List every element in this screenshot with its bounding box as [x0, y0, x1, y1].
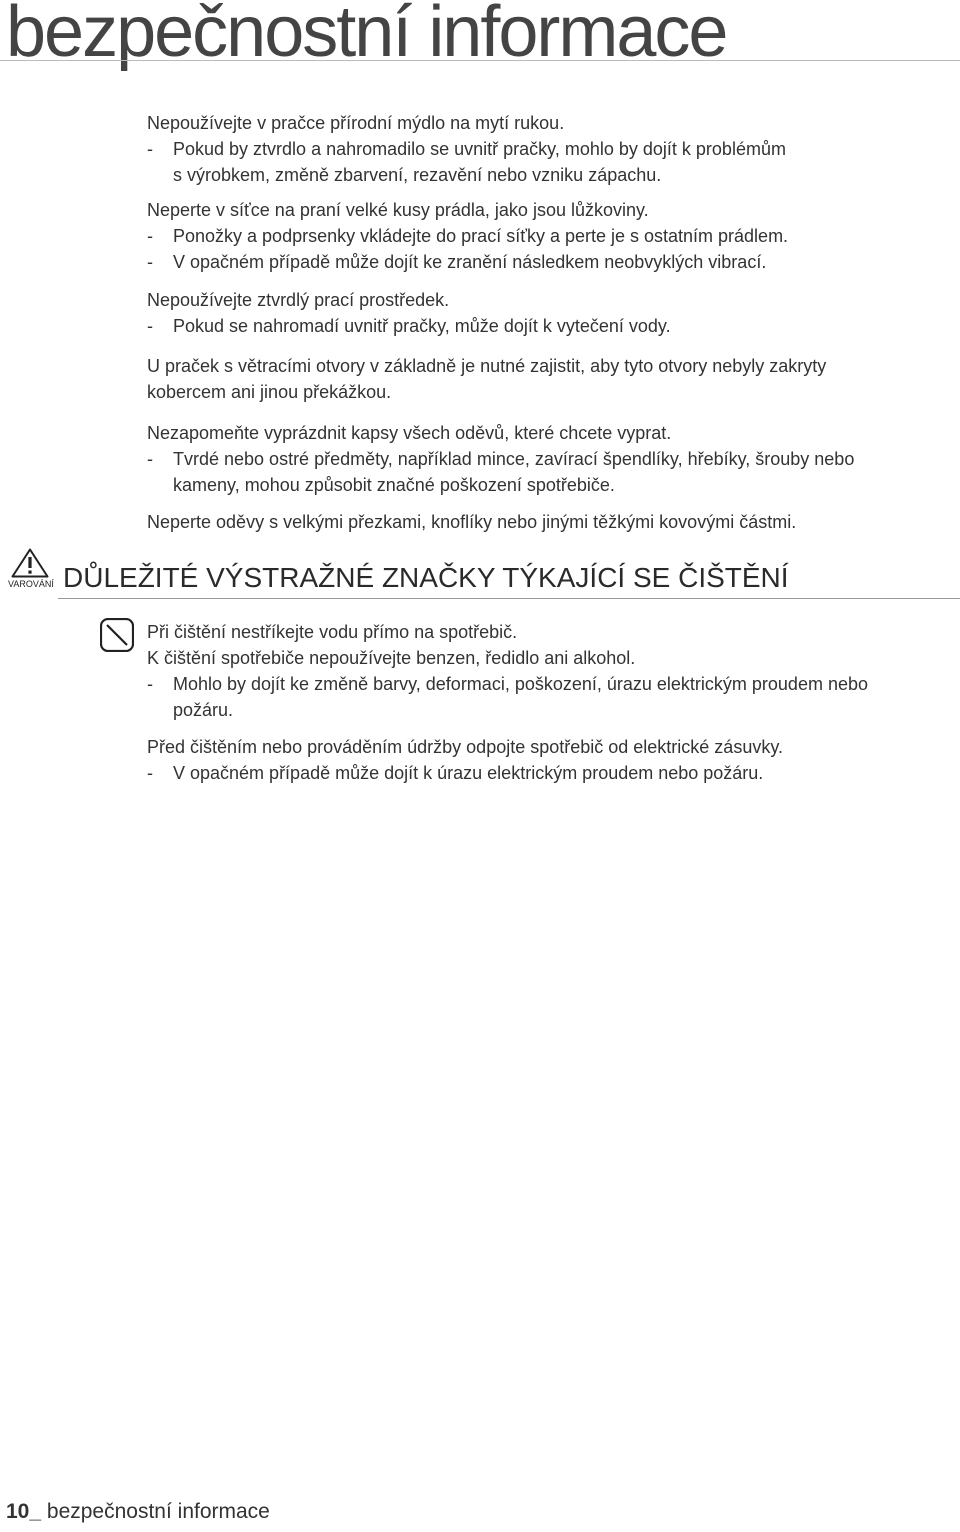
instruction-text: Při čištění nestříkejte vodu přímo na spotřebič.	[147, 622, 518, 642]
dash-marker: -	[147, 252, 153, 272]
instruction-text: Nepoužívejte v pračce přírodní mýdlo na mytí rukou.	[147, 113, 565, 133]
instructions-block	[147, 353, 955, 405]
detail-line: Pokud by ztvrdlo a nahromadilo se uvnitř pračky, mohlo by dojít k problémům	[173, 139, 786, 159]
footer-title: bezpečnostní informace	[46, 1500, 270, 1523]
instruction-detail	[147, 313, 955, 339]
instructions-block	[147, 110, 955, 188]
instructions-block	[147, 420, 955, 498]
page-title: bezpečnostní informace	[6, 0, 727, 72]
dash-marker: -	[147, 763, 153, 783]
dash-marker: -	[147, 674, 153, 694]
title-divider	[0, 60, 960, 61]
page-footer	[6, 1500, 270, 1524]
instruction-text: Před čištěním nebo prováděním údržby odpojte spotřebič od elektrické zásuvky.	[147, 737, 783, 757]
page-number: 10_	[6, 1500, 42, 1523]
detail-line: Mohlo by dojít ke změně barvy, deformaci, poškození, úrazu elektrickým proudem nebo	[173, 674, 868, 694]
cleaning-block	[147, 619, 955, 723]
detail-line: s výrobkem, změně zbarvení, rezavění nebo vzniku zápachu.	[173, 165, 662, 185]
instruction-text: Nepoužívejte ztvrdlý prací prostředek.	[147, 290, 450, 310]
instruction-text: K čištění spotřebiče nepoužívejte benzen, ředidlo ani alkohol.	[147, 648, 636, 668]
dash-marker: -	[147, 139, 153, 159]
detail-line: V opačném případě může dojít k úrazu elektrickým proudem nebo požáru.	[173, 763, 764, 783]
warning-triangle-icon	[11, 548, 49, 578]
text-line: U praček s větracími otvory v základně je nutné zajistit, aby tyto otvory nebyly zakryty	[147, 356, 827, 376]
detail-line: V opačném případě může dojít ke zranění následkem neobvyklých vibrací.	[173, 252, 767, 272]
dash-marker: -	[147, 316, 153, 336]
instruction-detail	[147, 671, 955, 723]
cleaning-block	[147, 734, 955, 786]
instruction-detail	[147, 249, 955, 275]
instruction-text: Neperte v síťce na praní velké kusy prádla, jako jsou lůžkoviny.	[147, 200, 649, 220]
detail-line: Tvrdé nebo ostré předměty, například mince, zavírací špendlíky, hřebíky, šrouby nebo	[173, 449, 855, 469]
detail-line: požáru.	[173, 700, 234, 720]
warning-label: VAROVÁNÍ	[8, 579, 54, 589]
warning-symbol	[8, 548, 52, 589]
section-divider	[58, 598, 960, 599]
detail-line: Pokud se nahromadí uvnitř pračky, může dojít k vytečení vody.	[173, 316, 671, 336]
prohibited-icon	[100, 618, 134, 657]
detail-line: kameny, mohou způsobit značné poškození spotřebiče.	[173, 475, 615, 495]
instruction-text	[147, 353, 955, 405]
instruction-detail	[147, 223, 955, 249]
instruction-detail	[147, 760, 955, 786]
text-line: kobercem ani jinou překážkou.	[147, 382, 392, 402]
instruction-text: Nezapomeňte vyprázdnit kapsy všech oděvů, které chcete vyprat.	[147, 423, 672, 443]
instructions-block	[147, 287, 955, 339]
dash-marker: -	[147, 449, 153, 469]
section-heading: DŮLEŽITÉ VÝSTRAŽNÉ ZNAČKY TÝKAJÍCÍ SE ČIŠTĚNÍ	[63, 562, 789, 593]
detail-line: Ponožky a podprsenky vkládejte do prací síťky a perte je s ostatním prádlem.	[173, 226, 789, 246]
dash-marker: -	[147, 226, 153, 246]
instructions-block	[147, 197, 955, 275]
instruction-detail	[147, 136, 955, 188]
instruction-detail	[147, 446, 955, 498]
instruction-text: Neperte oděvy s velkými přezkami, knoflíky nebo jinými těžkými kovovými částmi.	[147, 512, 797, 532]
instructions-block	[147, 509, 955, 535]
